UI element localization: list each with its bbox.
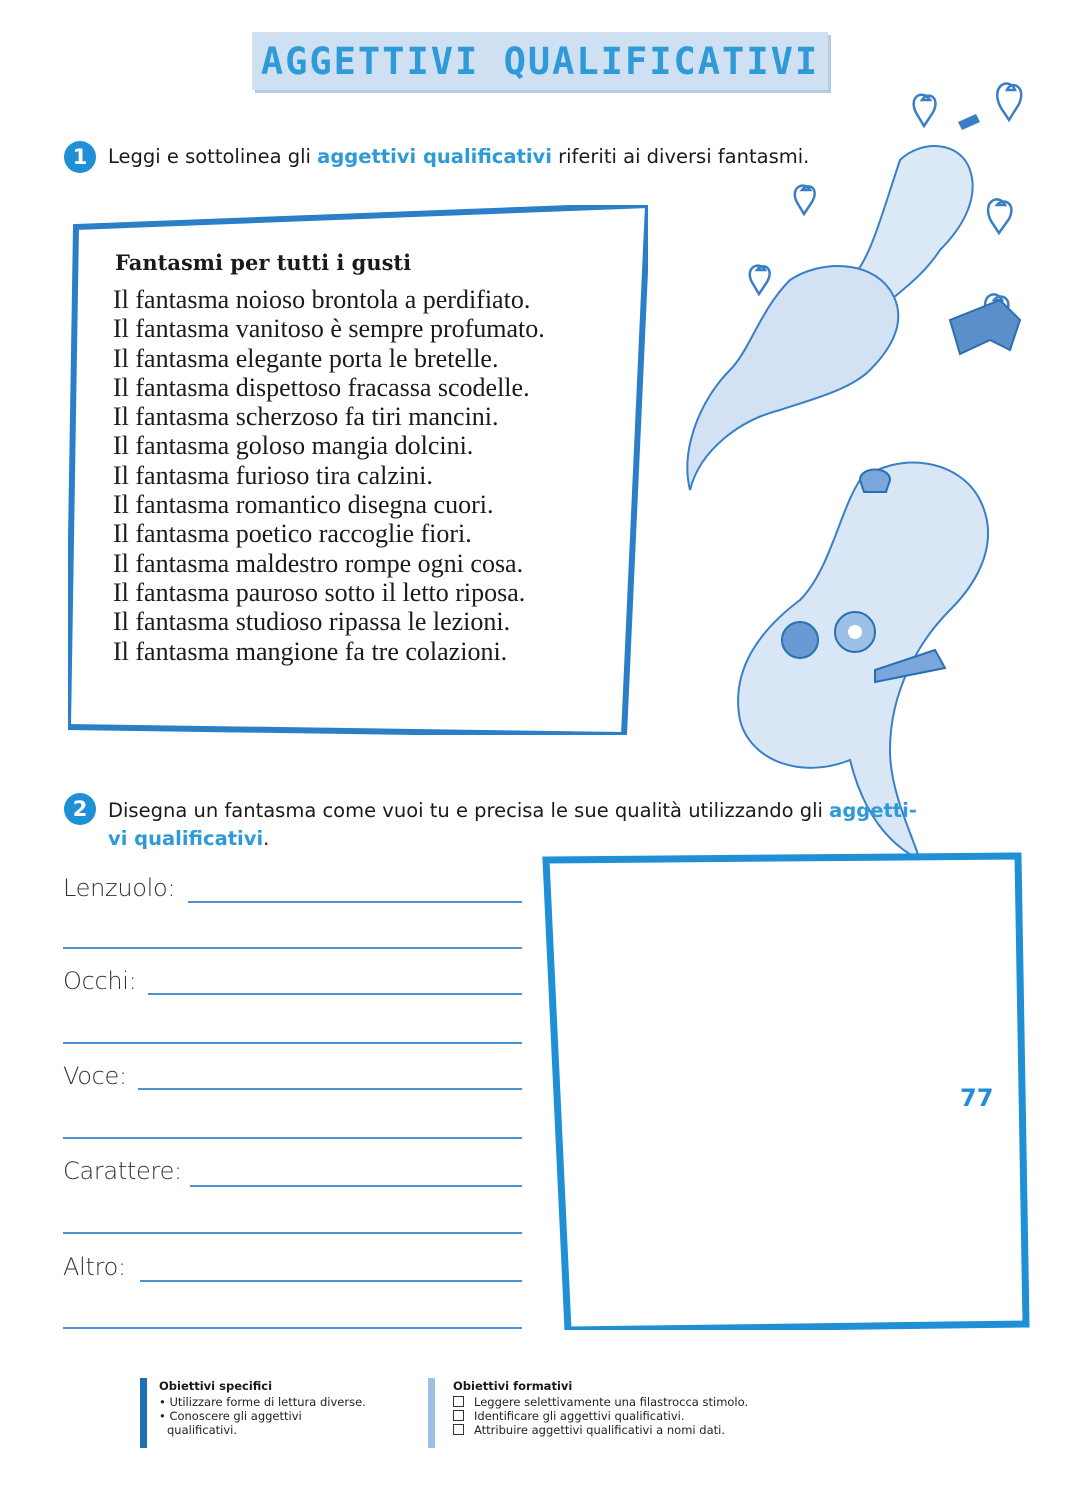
field-label-altro: Altro:: [63, 1253, 126, 1281]
poem-line: Il fantasma romantico disegna cuori.: [113, 490, 494, 520]
poem-line: Il fantasma noioso brontola a perdifiato.: [113, 285, 531, 314]
poem-line: Il fantasma mangione fa tre colazioni.: [113, 636, 508, 666]
footer-formative-list: [453, 1395, 748, 1437]
exercise-2-highlight-a: aggetti-: [829, 799, 917, 822]
answer-line-voce[interactable]: [138, 1088, 522, 1090]
exercise-2-highlight-b: vi qualificativi: [108, 827, 264, 850]
answer-line-occhi-2[interactable]: [63, 1042, 522, 1044]
poem-line: Il fantasma vanitoso è sempre profumato.: [113, 314, 545, 344]
checkbox-icon[interactable]: [453, 1410, 464, 1421]
exercise-1-highlight: aggettivi qualificativi: [317, 145, 552, 168]
footer-bar-specific: [140, 1378, 147, 1448]
answer-line-altro[interactable]: [140, 1280, 522, 1282]
cookie-icon: [782, 622, 818, 658]
footer-specific-item: • Conoscere gli aggettivi: [159, 1409, 302, 1423]
poem-line: Il fantasma dispettoso fracassa scodelle.: [113, 372, 530, 402]
drawing-box[interactable]: [542, 852, 1030, 1330]
answer-line-occhi[interactable]: [148, 993, 522, 995]
poem-line: Il fantasma elegante porta le bretelle.: [113, 343, 499, 373]
poem-line: Il fantasma goloso mangia dolcini.: [113, 431, 474, 461]
cupcake-icon: [860, 470, 890, 493]
page-title: AGGETTIVI QUALIFICATIVI: [260, 39, 820, 83]
footer-specific-item: qualificativi.: [167, 1423, 237, 1437]
ghosts-illustration: [680, 80, 1084, 880]
footer-specific-list: [159, 1395, 366, 1437]
field-label-occhi: Occhi:: [63, 967, 137, 995]
field-label-lenzuolo: Lenzuolo:: [63, 874, 176, 902]
exercise-1-text-before: Leggi e sottolinea gli: [108, 145, 318, 168]
checkbox-icon[interactable]: [453, 1396, 464, 1407]
poem-line: Il fantasma maldestro rompe ogni cosa.: [113, 548, 524, 578]
answer-line-altro-2[interactable]: [63, 1327, 522, 1329]
footer-specific-title: Obiettivi specifici: [159, 1379, 273, 1393]
poem-line: Il fantasma scherzoso fa tiri mancini.: [113, 402, 499, 432]
footer-formative-item: Leggere selettivamente una filastrocca stimolo.: [453, 1395, 748, 1409]
poem-line: Il fantasma pauroso sotto il letto riposa.: [113, 577, 526, 607]
answer-line-lenzuolo[interactable]: [188, 901, 522, 903]
footer-formative-item: Identificare gli aggettivi qualificativi.: [453, 1409, 748, 1423]
answer-line-carattere[interactable]: [190, 1185, 522, 1187]
checkbox-icon[interactable]: [453, 1424, 464, 1435]
exercise-2-text-before: Disegna un fantasma come vuoi tu e precisa le sue qualità utilizzando gli: [108, 799, 830, 822]
exercise-2-instruction: [108, 797, 1028, 853]
footer-bar-formative: [428, 1378, 435, 1448]
furious-ghost: [687, 266, 898, 490]
exercise-2-text-after: .: [263, 827, 270, 850]
pencil-icon: [958, 114, 980, 130]
sock-icon: [950, 300, 1020, 354]
exercise-2-number: 2: [64, 793, 96, 825]
poem-line: Il fantasma studioso ripassa le lezioni.: [113, 607, 511, 637]
exercise-1-number: 1: [64, 141, 96, 173]
answer-line-carattere-2[interactable]: [63, 1232, 522, 1234]
footer-formative-item: Attribuire aggettivi qualificativi a nomi dati.: [453, 1423, 748, 1437]
field-label-voce: Voce:: [63, 1062, 127, 1090]
poem-title: Fantasmi per tutti i gusti: [115, 250, 412, 275]
footer-formative-title: Obiettivi formativi: [453, 1379, 573, 1393]
poem-line: Il fantasma furioso tira calzini.: [113, 460, 433, 490]
page-number: 77: [960, 1084, 994, 1112]
exercise-1-text-after: riferiti ai diversi fantasmi.: [551, 145, 810, 168]
answer-line-lenzuolo-2[interactable]: [63, 947, 522, 949]
field-label-carattere: Carattere:: [63, 1157, 182, 1185]
poem-body: [113, 285, 545, 666]
answer-line-voce-2[interactable]: [63, 1137, 522, 1139]
poem-line: Il fantasma poetico raccoglie fiori.: [113, 519, 472, 549]
footer-specific-item: • Utilizzare forme di lettura diverse.: [159, 1395, 366, 1409]
